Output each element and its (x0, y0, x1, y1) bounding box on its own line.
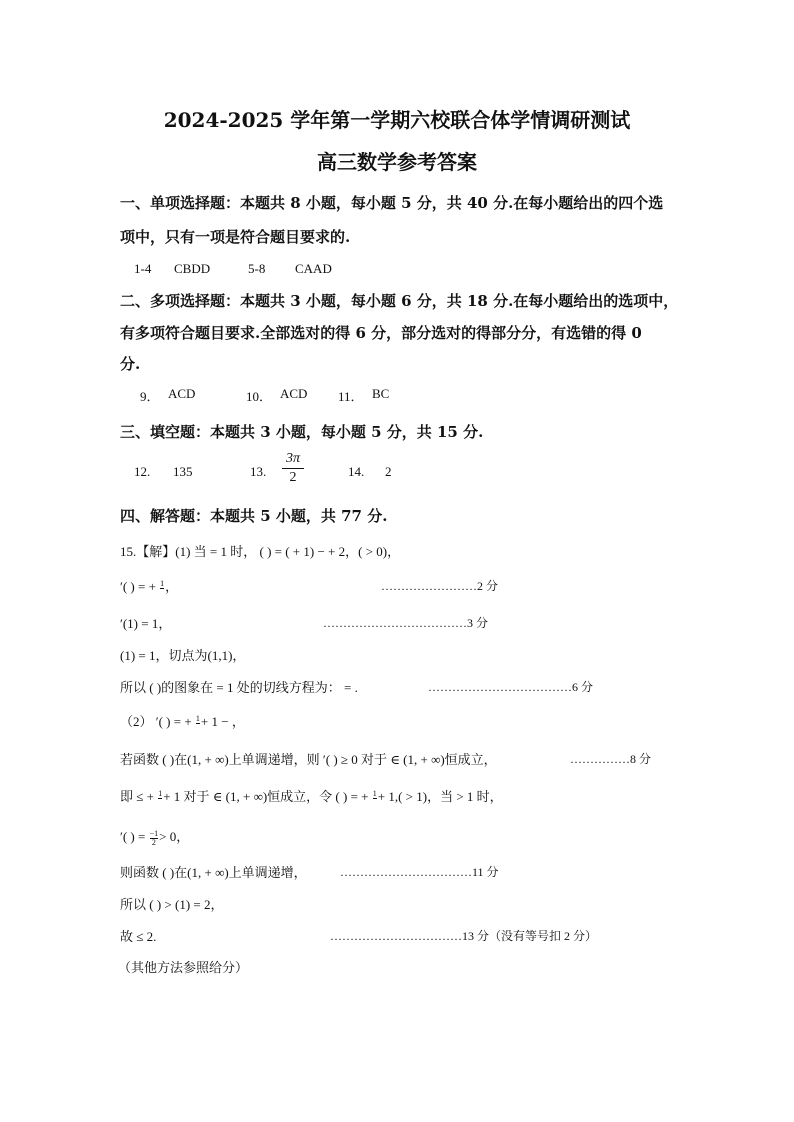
fill-num-14: 14. (348, 464, 365, 479)
q15-note: （其他方法参照给分） (118, 960, 249, 975)
section1-heading-line1: 一、单项选择题：本题共 8 小题，每小题 5 分，共 40 分.在每小题给出的四个选 (120, 194, 664, 212)
section2-heading-line3: 分. (120, 355, 141, 373)
q15-line9 (120, 826, 189, 847)
fraction-denominator: 2 (289, 470, 297, 485)
q15-line8-text: 即 ≤ + (120, 789, 158, 804)
q15-line11: 所以 ( ) > (1) = 2， (120, 897, 224, 912)
q15-line12: 故 ≤ 2. (120, 929, 157, 944)
q15-line8-fraction1: 1 (158, 790, 162, 807)
section2-heading-line2: 有多项符合题目要求.全部选对的得 6 分，部分选对的得部分分，有选错的得 0 (120, 324, 642, 342)
fraction-bar (282, 468, 304, 469)
multi-ans-9: ACD (168, 386, 196, 401)
q15-line2-text: ′( ) = + (120, 579, 160, 594)
multi-num-11: 11． (338, 389, 364, 404)
multi-num-9: 9． (140, 389, 160, 404)
mc-answers-2: CAAD (295, 261, 332, 276)
answer-key-title: 高三数学参考答案 (317, 150, 477, 174)
q15-line2-fraction: 1 (160, 580, 164, 597)
multi-ans-10: ACD (280, 386, 308, 401)
section1-heading-line2: 项中，只有一项是符合题目要求的. (120, 228, 351, 246)
multi-num-10: 10． (246, 389, 273, 404)
q15-line8-middle: + 1 对于 ∈ (1, + ∞)恒成立，令 ( ) = + (163, 789, 372, 804)
q15-line8-fraction2: 1 (373, 790, 377, 807)
q15-line2-tail: ， (165, 579, 179, 594)
q15-score-13: ……………………………13 分（没有等号扣 2 分） (330, 929, 598, 943)
q15-line4: (1) = 1，切点为(1,1)， (120, 648, 246, 663)
fraction-numerator: 3π (285, 451, 300, 466)
fill-ans-14: 2 (385, 464, 392, 479)
q15-line6-tail: + 1 − ， (200, 714, 245, 729)
q15-line8-tail: + 1,( > 1)，当 > 1 时， (377, 789, 503, 804)
q15-line2 (120, 576, 178, 597)
fill-num-12: 12. (134, 464, 151, 479)
section3-heading: 三、填空题：本题共 3 小题，每小题 5 分，共 15 分. (120, 423, 484, 441)
q15-score-6: ………………………………6 分 (428, 680, 594, 694)
q15-line6-text: （2） ′( ) = + (120, 714, 195, 729)
fill-ans-12: 135 (173, 464, 193, 479)
section2-heading-line1: 二、多项选择题：本题共 3 小题，每小题 6 分，共 18 分.在每小题给出的选项中， (120, 292, 679, 310)
q15-line6-fraction: 1 (196, 715, 200, 732)
q15-score-2: ……………………2 分 (381, 579, 499, 593)
q15-line1: 15.【解】(1) 当 = 1 时， ( ) = ( + 1) − + 2，( > 0)， (120, 544, 401, 559)
q15-score-8: ……………8 分 (570, 752, 652, 766)
fill-num-13: 13. (250, 464, 267, 479)
q15-score-3: ………………………………3 分 (323, 616, 489, 630)
q15-line3: ′(1) = 1， (120, 616, 172, 631)
q15-line9-text: ′( ) = (120, 829, 149, 844)
multi-ans-11: BC (372, 386, 390, 401)
q15-line10: 则函数 ( )在(1, + ∞)上单调递增， (120, 865, 307, 880)
exam-title: 2024-2025 学年第一学期六校联合体学情调研测试 (163, 108, 631, 132)
mc-range-2: 5-8 (248, 261, 266, 276)
mc-answers-1: CBDD (174, 261, 211, 276)
section4-heading: 四、解答题：本题共 5 小题，共 77 分. (120, 507, 388, 525)
q15-line6 (120, 711, 245, 732)
fill-ans-13-fraction (282, 451, 304, 486)
q15-line9-tail: > 0， (159, 829, 190, 844)
q15-line5: 所以 ( )的图象在 = 1 处的切线方程为： = . (120, 680, 358, 695)
q15-line8 (120, 786, 503, 807)
q15-line7: 若函数 ( )在(1, + ∞)上单调递增，则 ′( ) ≥ 0 对于 ∈ (1, + ∞)恒成立， (120, 752, 497, 767)
q15-line9-fraction: $\frac{-1}{2}$ (149, 828, 159, 847)
q15-score-11: ……………………………11 分 (340, 865, 499, 879)
mc-range-1: 1-4 (134, 261, 152, 276)
